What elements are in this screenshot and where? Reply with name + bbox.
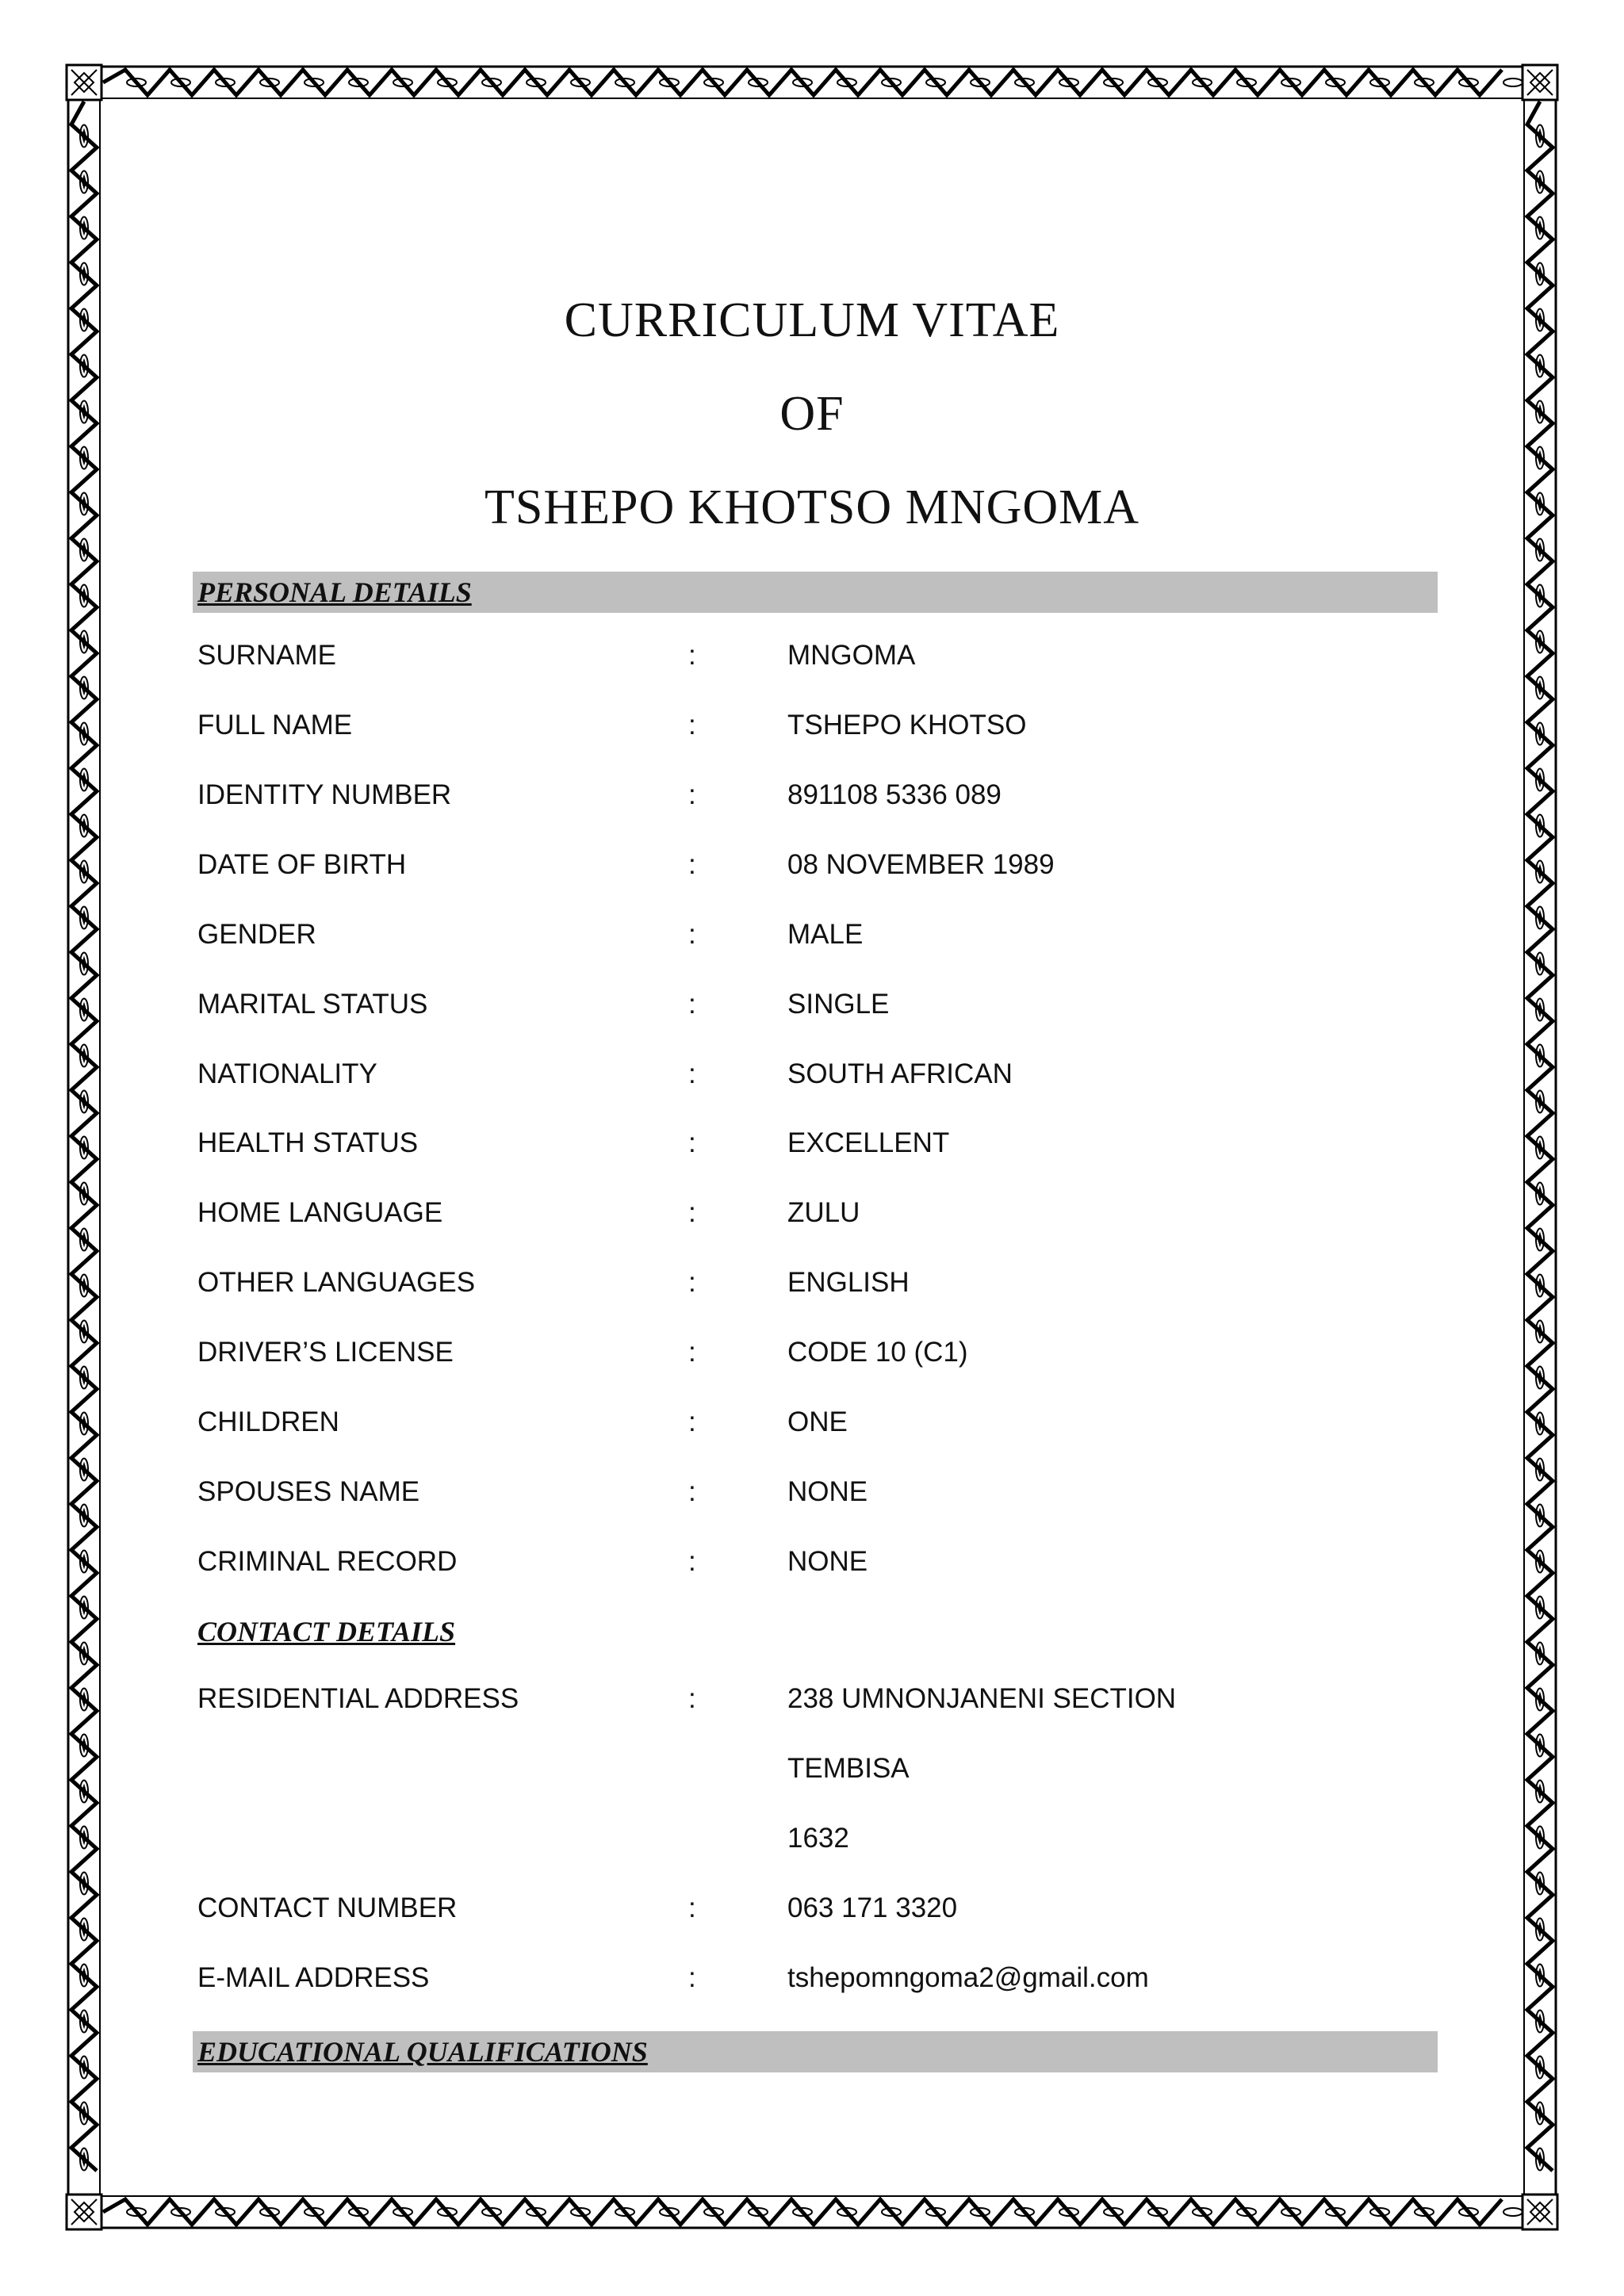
- document-title-name: TSHEPO KHOTSO MNGOMA: [484, 480, 1140, 534]
- row-colon: :: [688, 779, 696, 810]
- row-value: ONE: [787, 1406, 848, 1437]
- row-value: ZULU: [787, 1197, 860, 1228]
- row-label: GENDER: [197, 919, 316, 950]
- row-value: MALE: [787, 919, 864, 950]
- row-value: 08 NOVEMBER 1989: [787, 849, 1055, 880]
- row-colon: :: [688, 989, 696, 1020]
- row-value: NONE: [787, 1546, 868, 1577]
- row-value: ENGLISH: [787, 1267, 910, 1298]
- row-colon: :: [688, 919, 696, 950]
- row-value: 063 171 3320: [787, 1892, 958, 1923]
- row-label: RESIDENTIAL ADDRESS: [197, 1683, 519, 1714]
- row-label: SPOUSES NAME: [197, 1476, 420, 1507]
- row-colon: :: [688, 1058, 696, 1089]
- row-label: CONTACT NUMBER: [197, 1892, 458, 1923]
- row-label: DATE OF BIRTH: [197, 849, 407, 880]
- row-label: E-MAIL ADDRESS: [197, 1962, 430, 1993]
- row-colon: :: [688, 1892, 696, 1923]
- row-label: CHILDREN: [197, 1406, 339, 1437]
- document-title: CURRICULUM VITAE: [564, 293, 1060, 347]
- row-value: SOUTH AFRICAN: [787, 1058, 1013, 1089]
- row-colon: :: [688, 640, 696, 671]
- row-value: CODE 10 (C1): [787, 1337, 968, 1368]
- row-value: NONE: [787, 1476, 868, 1507]
- row-value: EXCELLENT: [787, 1127, 950, 1158]
- row-value: SINGLE: [787, 989, 890, 1020]
- row-value: tshepomngoma2@gmail.com: [787, 1962, 1149, 1993]
- row-label: HEALTH STATUS: [197, 1127, 419, 1158]
- row-colon: :: [688, 1406, 696, 1437]
- row-label: CRIMINAL RECORD: [197, 1546, 458, 1577]
- row-colon: :: [688, 1546, 696, 1577]
- row-colon: :: [688, 710, 696, 740]
- row-colon: :: [688, 1267, 696, 1298]
- row-value: MNGOMA: [787, 640, 916, 671]
- row-label: FULL NAME: [197, 710, 353, 740]
- row-colon: :: [688, 849, 696, 880]
- row-colon: :: [688, 1476, 696, 1507]
- row-value: 1632: [787, 1823, 849, 1854]
- document-title-of: OF: [779, 387, 845, 441]
- row-colon: :: [688, 1197, 696, 1228]
- row-colon: :: [688, 1683, 696, 1714]
- row-label: MARITAL STATUS: [197, 989, 428, 1020]
- contact-details-heading: CONTACT DETAILS: [197, 1616, 456, 1647]
- educational-qualifications-heading: EDUCATIONAL QUALIFICATIONS: [197, 2036, 648, 2068]
- row-colon: :: [688, 1337, 696, 1368]
- row-label: HOME LANGUAGE: [197, 1197, 443, 1228]
- row-value: 891108 5336 089: [787, 779, 1002, 810]
- row-label: NATIONALITY: [197, 1058, 377, 1089]
- row-label: DRIVER’S LICENSE: [197, 1337, 454, 1368]
- row-value: 238 UMNONJANENI SECTION: [787, 1683, 1177, 1714]
- row-label: OTHER LANGUAGES: [197, 1267, 476, 1298]
- row-value: TEMBISA: [787, 1753, 910, 1784]
- personal-details-heading: PERSONAL DETAILS: [197, 576, 472, 608]
- row-label: SURNAME: [197, 640, 337, 671]
- row-colon: :: [688, 1127, 696, 1158]
- row-label: IDENTITY NUMBER: [197, 779, 452, 810]
- row-colon: :: [688, 1962, 696, 1993]
- row-value: TSHEPO KHOTSO: [787, 710, 1027, 740]
